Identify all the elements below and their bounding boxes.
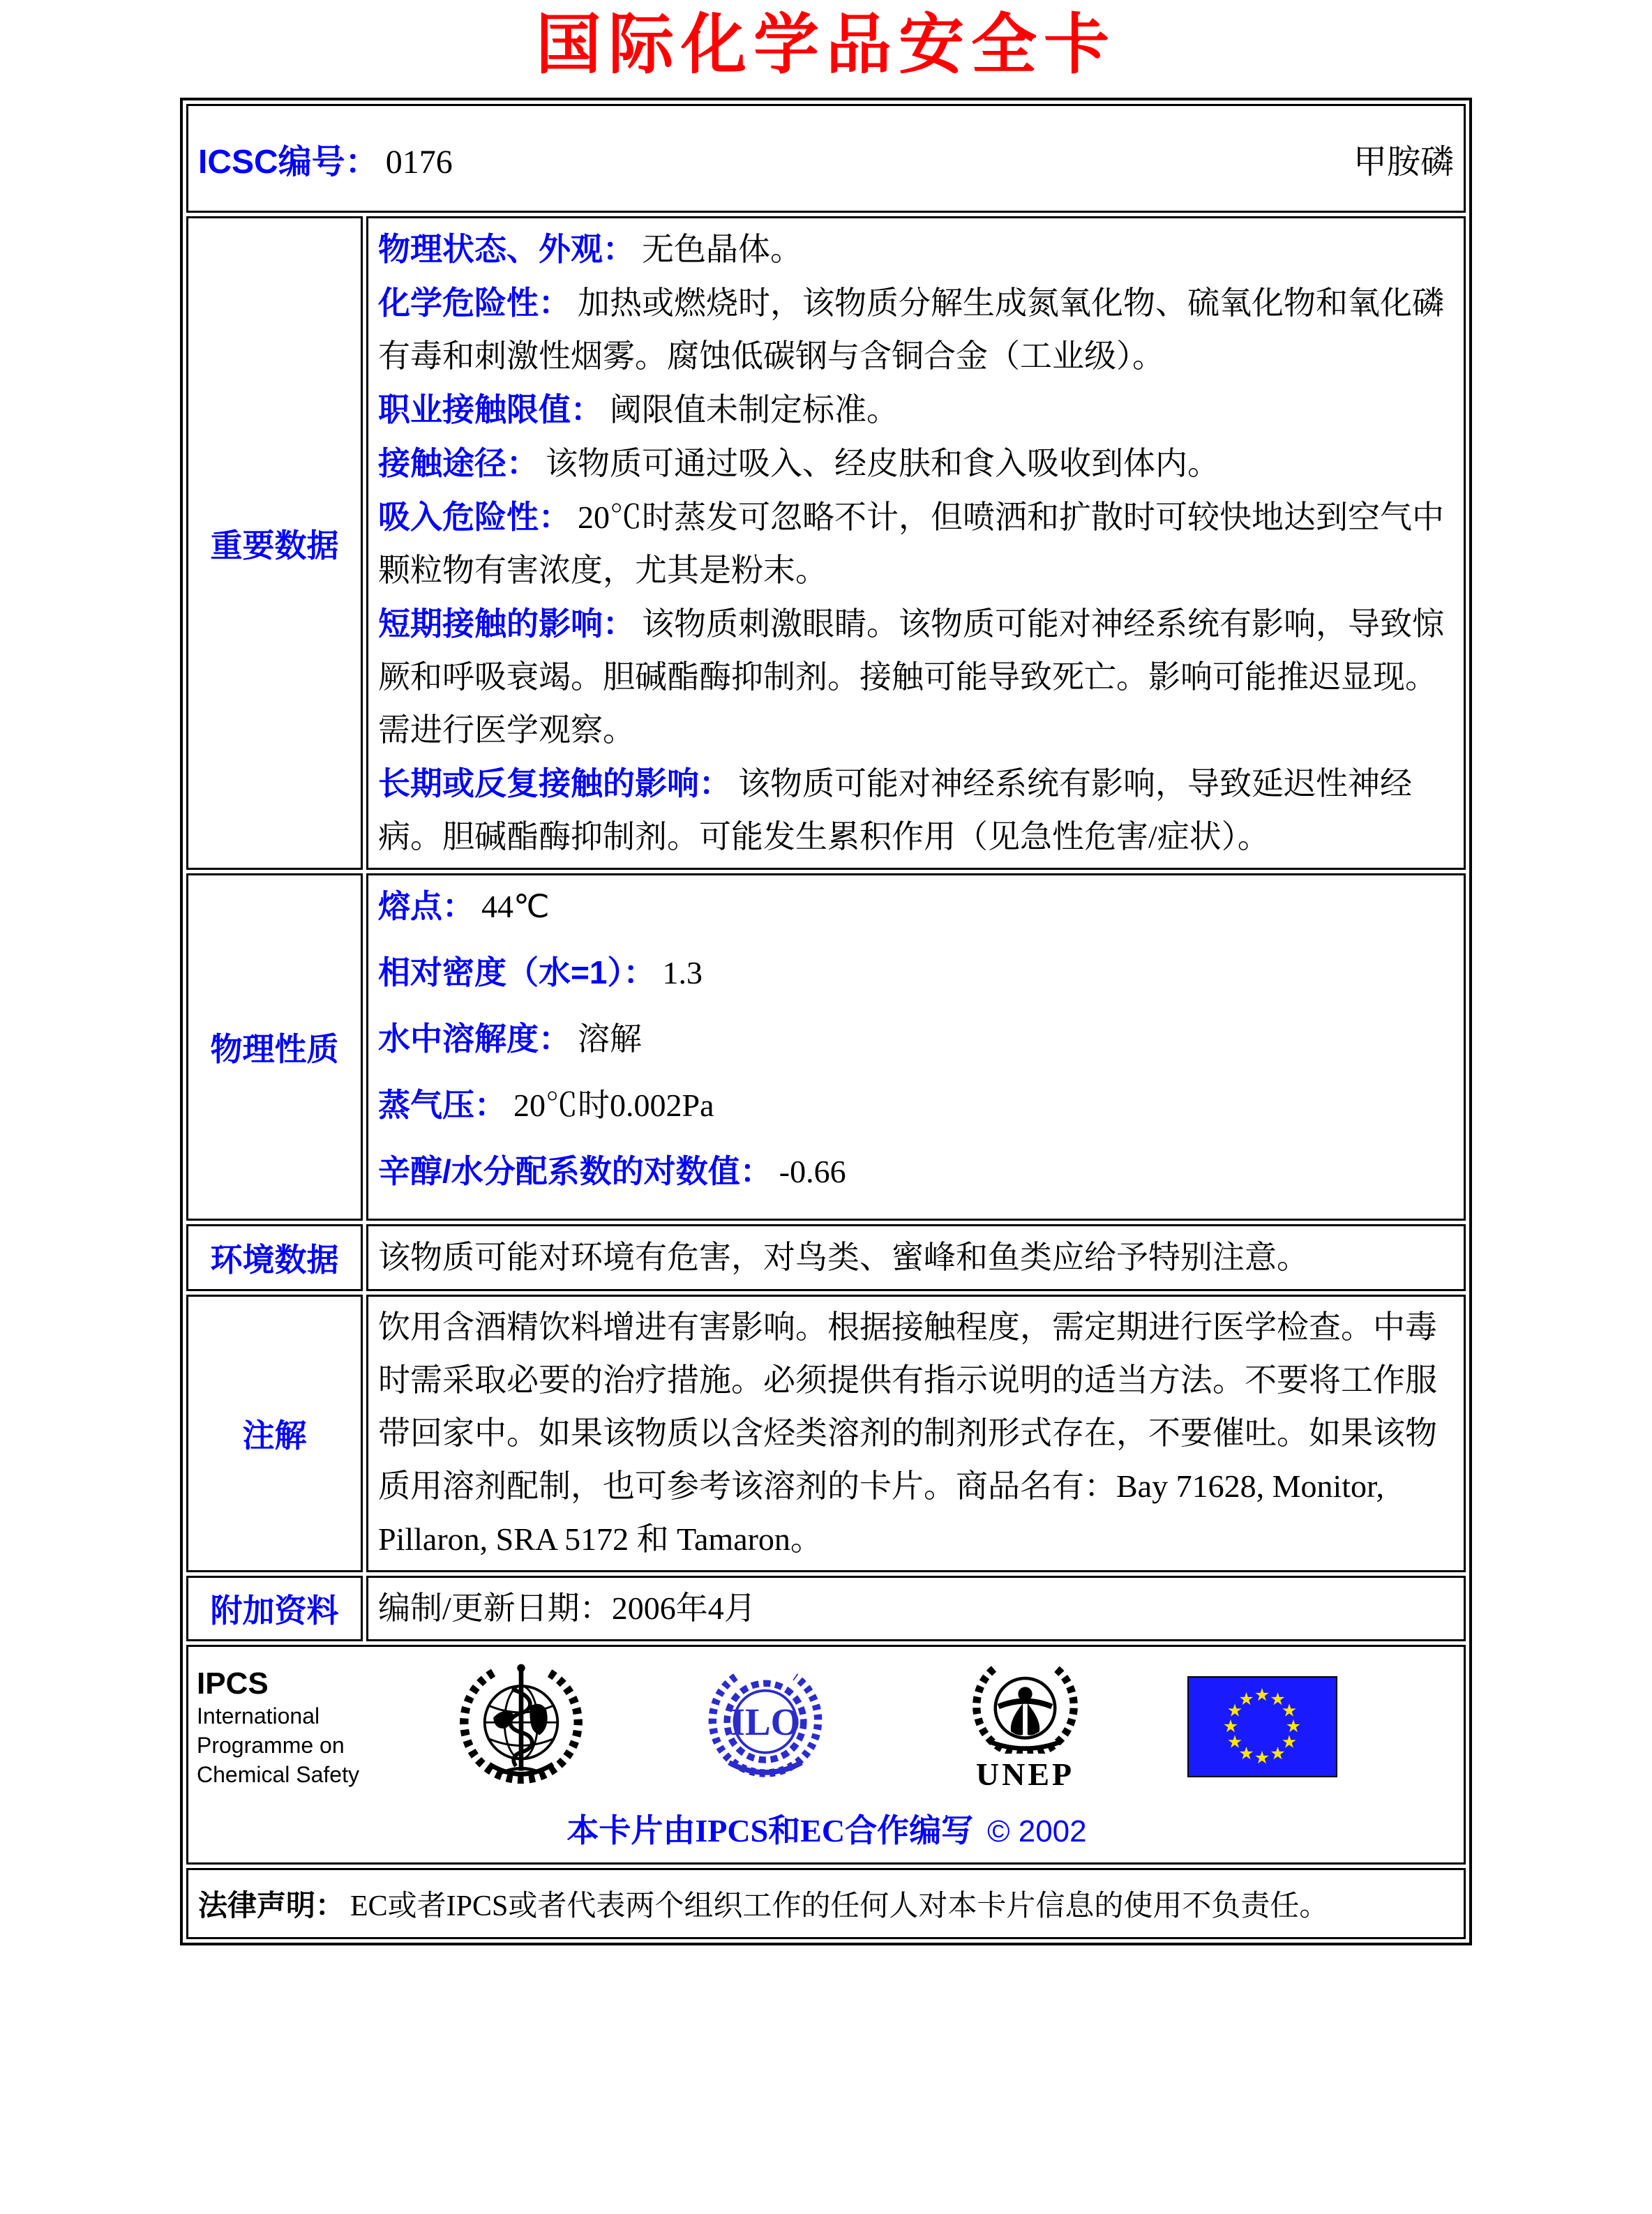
icsc-number-label: ICSC编号： xyxy=(198,143,379,181)
field-text: -0.66 xyxy=(779,1154,846,1189)
field-label: 职业接触限值： xyxy=(378,391,603,428)
ipcs-text-block xyxy=(197,1666,371,1789)
logo-strip xyxy=(197,1657,1457,1795)
field-text: 20℃时蒸发可忽略不计，但喷洒和扩散时可较快地达到空气中颗粒物有害浓度，尤其是粉末。 xyxy=(378,499,1444,588)
environmental-data-content: 该物质可能对环境有危害，对鸟类、蜜峰和鱼类应给予特别注意。 xyxy=(366,1224,1466,1291)
important-item xyxy=(378,276,1454,383)
caption-text: 本卡片由IPCS和EC合作编写 xyxy=(566,1813,974,1848)
important-item xyxy=(378,757,1454,864)
physical-item xyxy=(378,880,1454,933)
section-label-environment: 环境数据 xyxy=(186,1224,363,1291)
update-date-label: 编制/更新日期： xyxy=(378,1590,612,1626)
environmental-data-row xyxy=(186,1224,1466,1291)
notes-row xyxy=(186,1295,1466,1572)
unep-logo-icon xyxy=(947,1659,1104,1791)
field-text: 20℃时0.002Pa xyxy=(513,1087,714,1123)
eu-flag-icon xyxy=(1187,1676,1337,1781)
physical-item xyxy=(378,1012,1454,1066)
section-label-important: 重要数据 xyxy=(186,216,363,870)
field-text: 1.3 xyxy=(662,955,703,991)
field-label: 吸入危险性： xyxy=(378,499,571,535)
copyright-text: © 2002 xyxy=(987,1814,1087,1848)
important-data-row xyxy=(186,216,1466,870)
physical-item xyxy=(378,946,1454,1000)
legal-cell xyxy=(186,1868,1466,1939)
field-label: 水中溶解度： xyxy=(378,1021,571,1057)
physical-properties-row xyxy=(186,873,1466,1221)
page-title: 国际化学品安全卡 xyxy=(535,9,1116,82)
field-label: 辛醇/水分配系数的对数值： xyxy=(378,1153,772,1189)
chemical-name: 甲胺磷 xyxy=(1353,143,1454,181)
field-text: 该物质可通过吸入、经皮肤和食入吸收到体内。 xyxy=(546,446,1219,481)
field-text: 阈限值未制定标准。 xyxy=(610,392,899,428)
section-label-physical: 物理性质 xyxy=(186,873,363,1221)
legal-row xyxy=(186,1868,1466,1939)
legal-text: EC或者IPCS或者代表两个组织工作的任何人对本卡片信息的使用不负责任。 xyxy=(350,1890,1329,1922)
ipcs-line: Programme on xyxy=(197,1733,345,1758)
notes-content: 饮用含酒精饮料增进有害影响。根据接触程度，需定期进行医学检查。中毒时需采取必要的治疗措施。必须提供有指示说明的适当方法。不要将工作服带回家中。如果该物质以含烃类溶剂的制剂形式存在，不要催吐。如果该物质用溶剂配制，也可参考该溶剂的卡片。商品名有：Bay 71628, Monitor, Pillaron, SRA 5172 和 Tamaron。 xyxy=(366,1295,1466,1572)
important-item xyxy=(378,223,1454,276)
credits-cell xyxy=(186,1645,1466,1865)
important-item xyxy=(378,383,1454,437)
important-data-content xyxy=(366,216,1466,870)
important-item xyxy=(378,490,1454,597)
important-item xyxy=(378,437,1454,490)
field-label: 蒸气压： xyxy=(378,1087,506,1123)
cooperation-caption xyxy=(197,1805,1457,1851)
section-label-additional: 附加资料 xyxy=(186,1576,363,1641)
field-text: 加热或燃烧时，该物质分解生成氮氧化物、硫氧化物和氧化磷有毒和刺激性烟雾。腐蚀低碳钢与含铜合金（工业级）。 xyxy=(378,285,1444,374)
field-text: 无色晶体。 xyxy=(642,232,802,267)
section-label-notes: 注解 xyxy=(186,1295,363,1572)
header-row xyxy=(186,104,1466,213)
field-label: 长期或反复接触的影响： xyxy=(378,765,731,801)
ipcs-acronym: IPCS xyxy=(197,1666,269,1701)
field-label: 相对密度（水=1）： xyxy=(378,954,656,991)
header-cell xyxy=(186,104,1466,213)
ipcs-line: International xyxy=(197,1703,320,1729)
field-text: 44℃ xyxy=(481,889,550,924)
physical-item xyxy=(378,1078,1454,1132)
ilo-letters: ILO xyxy=(730,1701,801,1744)
important-item xyxy=(378,597,1454,757)
field-label: 短期接触的影响： xyxy=(378,605,635,642)
credits-row xyxy=(186,1645,1466,1865)
additional-info-row xyxy=(186,1576,1466,1641)
unep-wordmark: UNEP xyxy=(975,1756,1075,1792)
additional-info-content xyxy=(366,1576,1466,1641)
field-text: 该物质可能对神经系统有影响，导致延迟性神经病。胆碱酯酶抑制剂。可能发生累积作用（见急性危害/症状）。 xyxy=(378,766,1412,854)
icsc-number-value: 0176 xyxy=(385,143,453,181)
field-label: 熔点： xyxy=(378,888,474,924)
legal-label: 法律声明： xyxy=(198,1889,345,1922)
field-label: 物理状态、外观： xyxy=(378,231,635,267)
physical-properties-content xyxy=(366,873,1466,1221)
physical-item xyxy=(378,1145,1454,1198)
field-label: 化学危险性： xyxy=(378,285,571,321)
field-label: 接触途径： xyxy=(378,445,539,481)
icsc-number-group xyxy=(198,135,453,183)
icsc-table xyxy=(180,98,1472,1945)
update-date-value: 2006年4月 xyxy=(611,1590,756,1626)
ipcs-line: Chemical Safety xyxy=(197,1762,359,1787)
field-text: 溶解 xyxy=(578,1021,642,1057)
ilo-logo-icon xyxy=(699,1662,832,1788)
who-logo-icon xyxy=(455,1659,587,1795)
field-text: 该物质刺激眼睛。该物质可能对神经系统有影响，导致惊厥和呼吸衰竭。胆碱酯酶抑制剂。接触可能导致死亡。影响可能推迟显现。需进行医学观察。 xyxy=(378,606,1444,748)
